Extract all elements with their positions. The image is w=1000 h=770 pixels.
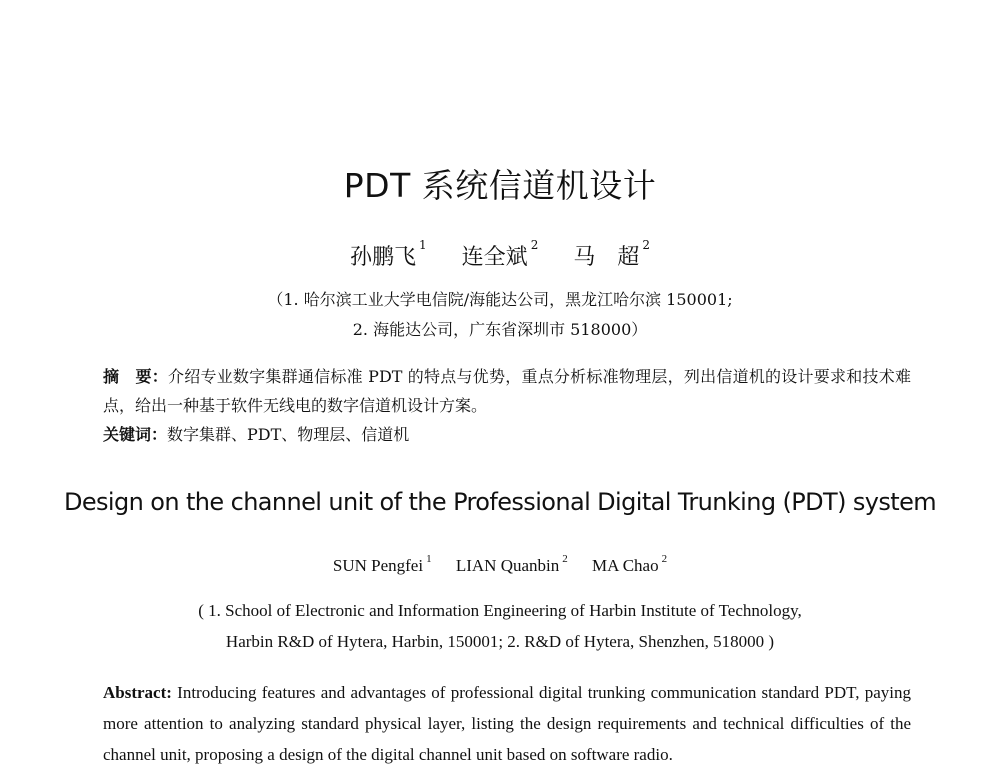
english-affiliation-line-1: ( 1. School of Electronic and Information Engineering of Harbin Institute of Technology, bbox=[198, 601, 802, 620]
english-abstract-label: Abstract: bbox=[103, 683, 172, 702]
chinese-keywords-label: 关键词： bbox=[103, 425, 168, 444]
chinese-author-affiliation-mark: 2 bbox=[642, 238, 650, 252]
english-affiliation-line-2: Harbin R&D of Hytera, Harbin, 150001; 2. R&D of Hytera, Shenzhen, 518000 ) bbox=[225, 632, 775, 651]
english-author-name: MA Chao bbox=[592, 556, 659, 575]
chinese-author bbox=[573, 238, 650, 270]
english-author bbox=[455, 553, 568, 575]
chinese-author-name: 连全斌 bbox=[461, 245, 528, 270]
english-author-name: LIAN Quanbin bbox=[455, 556, 560, 575]
english-author bbox=[592, 553, 668, 575]
english-author-name: SUN Pengfei bbox=[332, 556, 424, 575]
chinese-author-list bbox=[0, 240, 1000, 271]
chinese-keywords-text: 数字集群、PDT、物理层、信道机 bbox=[167, 425, 410, 444]
chinese-keywords bbox=[103, 420, 409, 449]
english-abstract-text: Introducing features and advantages of professional digital trunking communication standard PDT, paying more attention to analyzing standard physical layer, listing the design requirements and technical difficulties of the channel unit, proposing a design of the digital channel unit based on software radio. bbox=[103, 683, 911, 764]
english-author bbox=[332, 553, 432, 575]
english-title: Design on the channel unit of the Professional Digital Trunking (PDT) system bbox=[63, 488, 937, 516]
chinese-author bbox=[350, 238, 427, 270]
english-abstract bbox=[103, 677, 911, 770]
chinese-abstract bbox=[103, 362, 911, 420]
chinese-author-affiliation-mark: 2 bbox=[530, 238, 539, 252]
chinese-title: PDT 系统信道机设计 bbox=[343, 166, 657, 205]
chinese-abstract-label: 摘 要： bbox=[103, 367, 168, 386]
chinese-author-affiliation-mark: 1 bbox=[419, 238, 427, 252]
chinese-author bbox=[461, 238, 539, 270]
chinese-affiliation-line-2: 2. 海能达公司，广东省深圳市 518000） bbox=[352, 320, 648, 339]
english-author-affiliation-mark: 2 bbox=[562, 553, 568, 565]
english-author-list bbox=[0, 553, 1000, 576]
chinese-affiliation-line-1: （1. 哈尔滨工业大学电信院/海能达公司，黑龙江哈尔滨 150001; bbox=[267, 290, 733, 309]
chinese-abstract-text: 介绍专业数字集群通信标准 PDT 的特点与优势，重点分析标准物理层，列出信道机的设计要求和技术难点，给出一种基于软件无线电的数字信道机设计方案。 bbox=[103, 367, 911, 415]
chinese-author-name: 马 超 bbox=[573, 245, 640, 270]
english-author-affiliation-mark: 1 bbox=[426, 553, 432, 565]
english-author-affiliation-mark: 2 bbox=[661, 553, 668, 565]
chinese-author-name: 孙鹏飞 bbox=[350, 245, 417, 270]
